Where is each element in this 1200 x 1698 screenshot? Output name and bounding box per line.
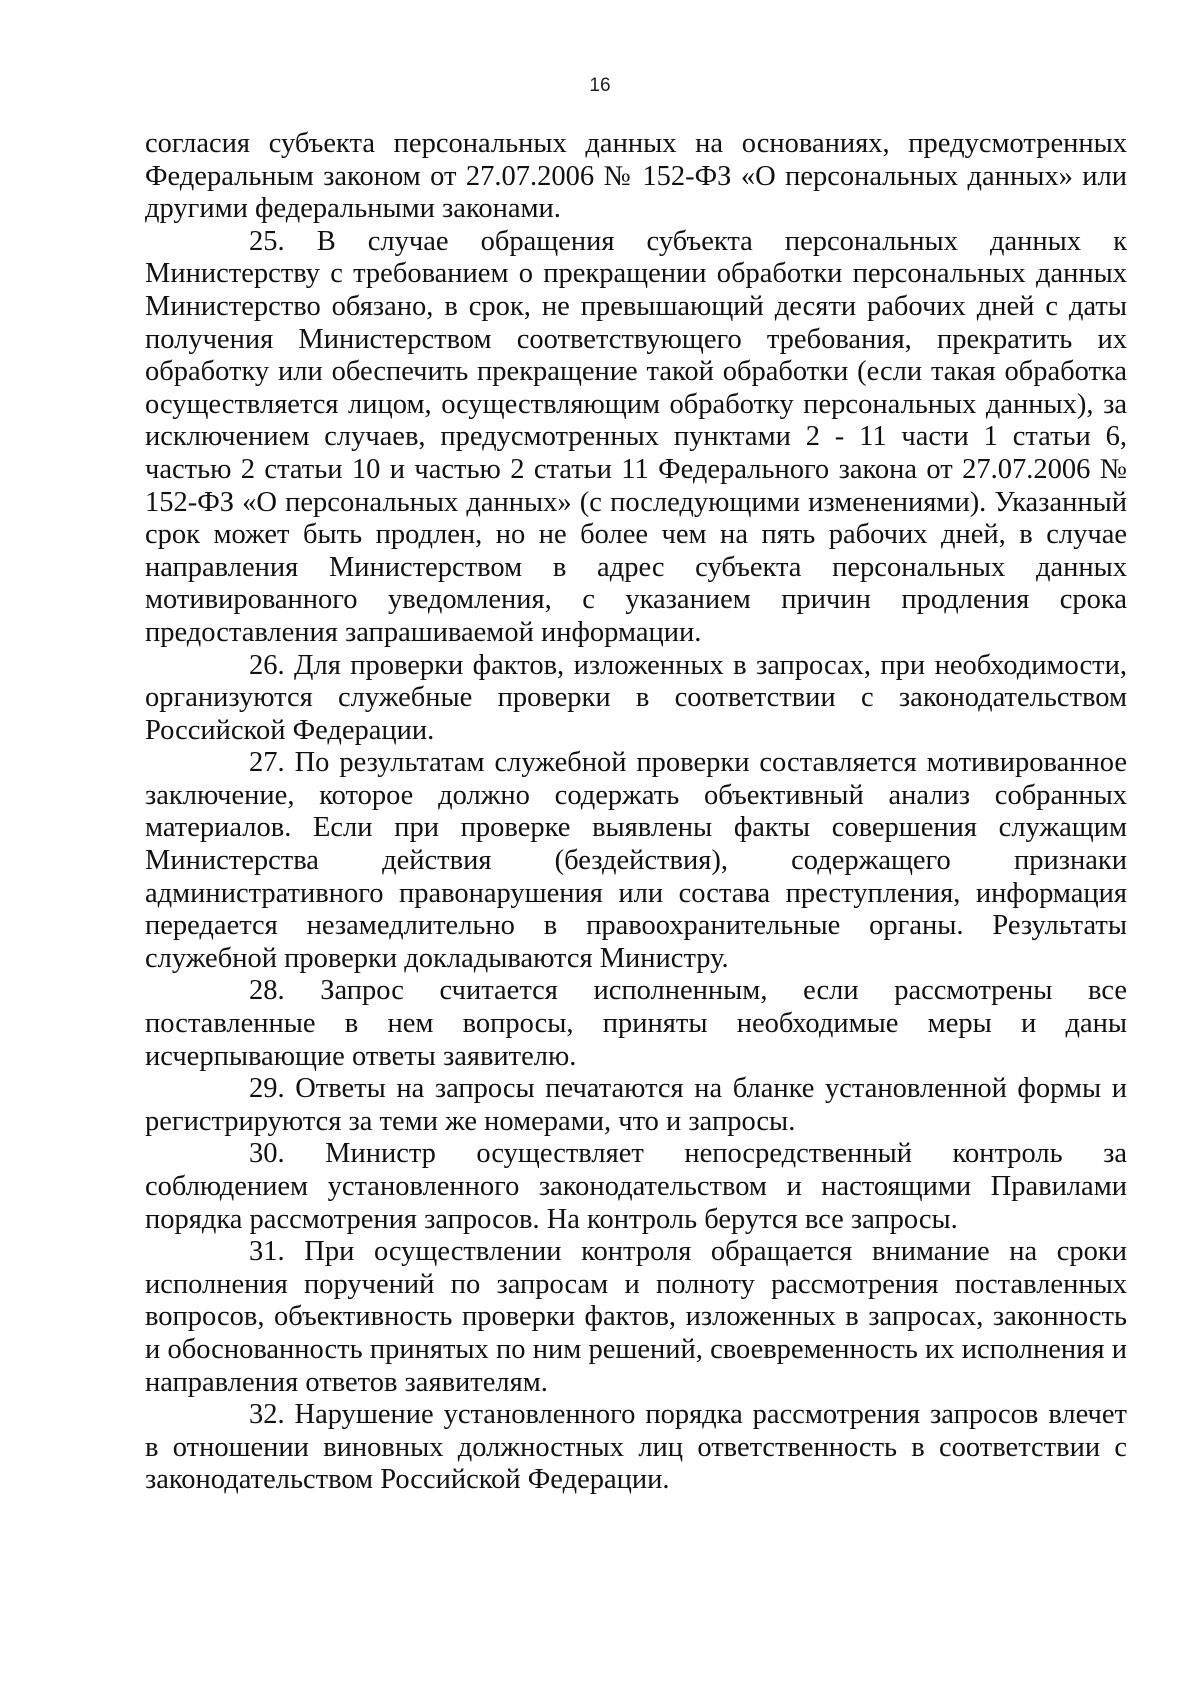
paragraph-30: 30. Министр осуществляет непосредственный контроль за соблюдением установленного законодательством и настоящими Правилами порядка рассмотрения запросов. На контроль берутся все запросы. xyxy=(145,1138,1127,1235)
page-number: 16 xyxy=(589,75,611,96)
paragraph-29: 29. Ответы на запросы печатаются на бланке установленной формы и регистрируются за теми же номерами, что и запросы. xyxy=(145,1073,1127,1137)
paragraph-continuation: согласия субъекта персональных данных на основаниях, предусмотренных Федеральным законом от 27.07.2006 № 152-ФЗ «О персональных данных» или другими федеральными законами. xyxy=(145,128,1127,225)
paragraph-28: 28. Запрос считается исполненным, если рассмотрены все поставленные в нем вопросы, приняты необходимые меры и даны исчерпывающие ответы заявителю. xyxy=(145,975,1127,1072)
paragraph-26: 26. Для проверки фактов, изложенных в запросах, при необходимости, организуются служебные проверки в соответствии с законодательством Российской Федерации. xyxy=(145,649,1127,746)
paragraph-25: 25. В случае обращения субъекта персональных данных к Министерству с требованием о прекращении обработки персональных данных Министерство обязано, в срок, не превышающий десяти рабочих дней с даты получения Министерством соответствующего требования, прекратить их обработку или обеспечить прекращение такой обработки (если такая обработка осуществляется лицом, осуществляющим обработку персональных данных), за исключением случаев, предусмотренных пунктами 2 - 11 части 1 статьи 6, частью 2 статьи 10 и частью 2 статьи 11 Федерального закона от 27.07.2006 № 152-ФЗ «О персональных данных» (с последующими изменениями). Указанный срок может быть продлен, но не более чем на пять рабочих дней, в случае направления Министерством в адрес субъекта персональных данных мотивированного уведомления, с указанием причин продления срока предоставления запрашиваемой информации. xyxy=(145,225,1127,648)
document-body xyxy=(145,128,1127,1497)
paragraph-27: 27. По результатам служебной проверки составляется мотивированное заключение, которое должно содержать объективный анализ собранных материалов. Если при проверке выявлены факты совершения служащим Министерства действия (бездействия), содержащего признаки административного правонарушения или состава преступления, информация передается незамедлительно в правоохранительные органы. Результаты служебной проверки докладываются Министру. xyxy=(145,747,1127,974)
paragraph-31: 31. При осуществлении контроля обращается внимание на сроки исполнения поручений по запросам и полноту рассмотрения поставленных вопросов, объективность проверки фактов, изложенных в запросах, законность и обоснованность принятых по ним решений, своевременность их исполнения и направления ответов заявителям. xyxy=(145,1236,1127,1398)
paragraph-32: 32. Нарушение установленного порядка рассмотрения запросов влечет в отношении виновных должностных лиц ответственность в соответствии с законодательством Российской Федерации. xyxy=(145,1399,1127,1496)
